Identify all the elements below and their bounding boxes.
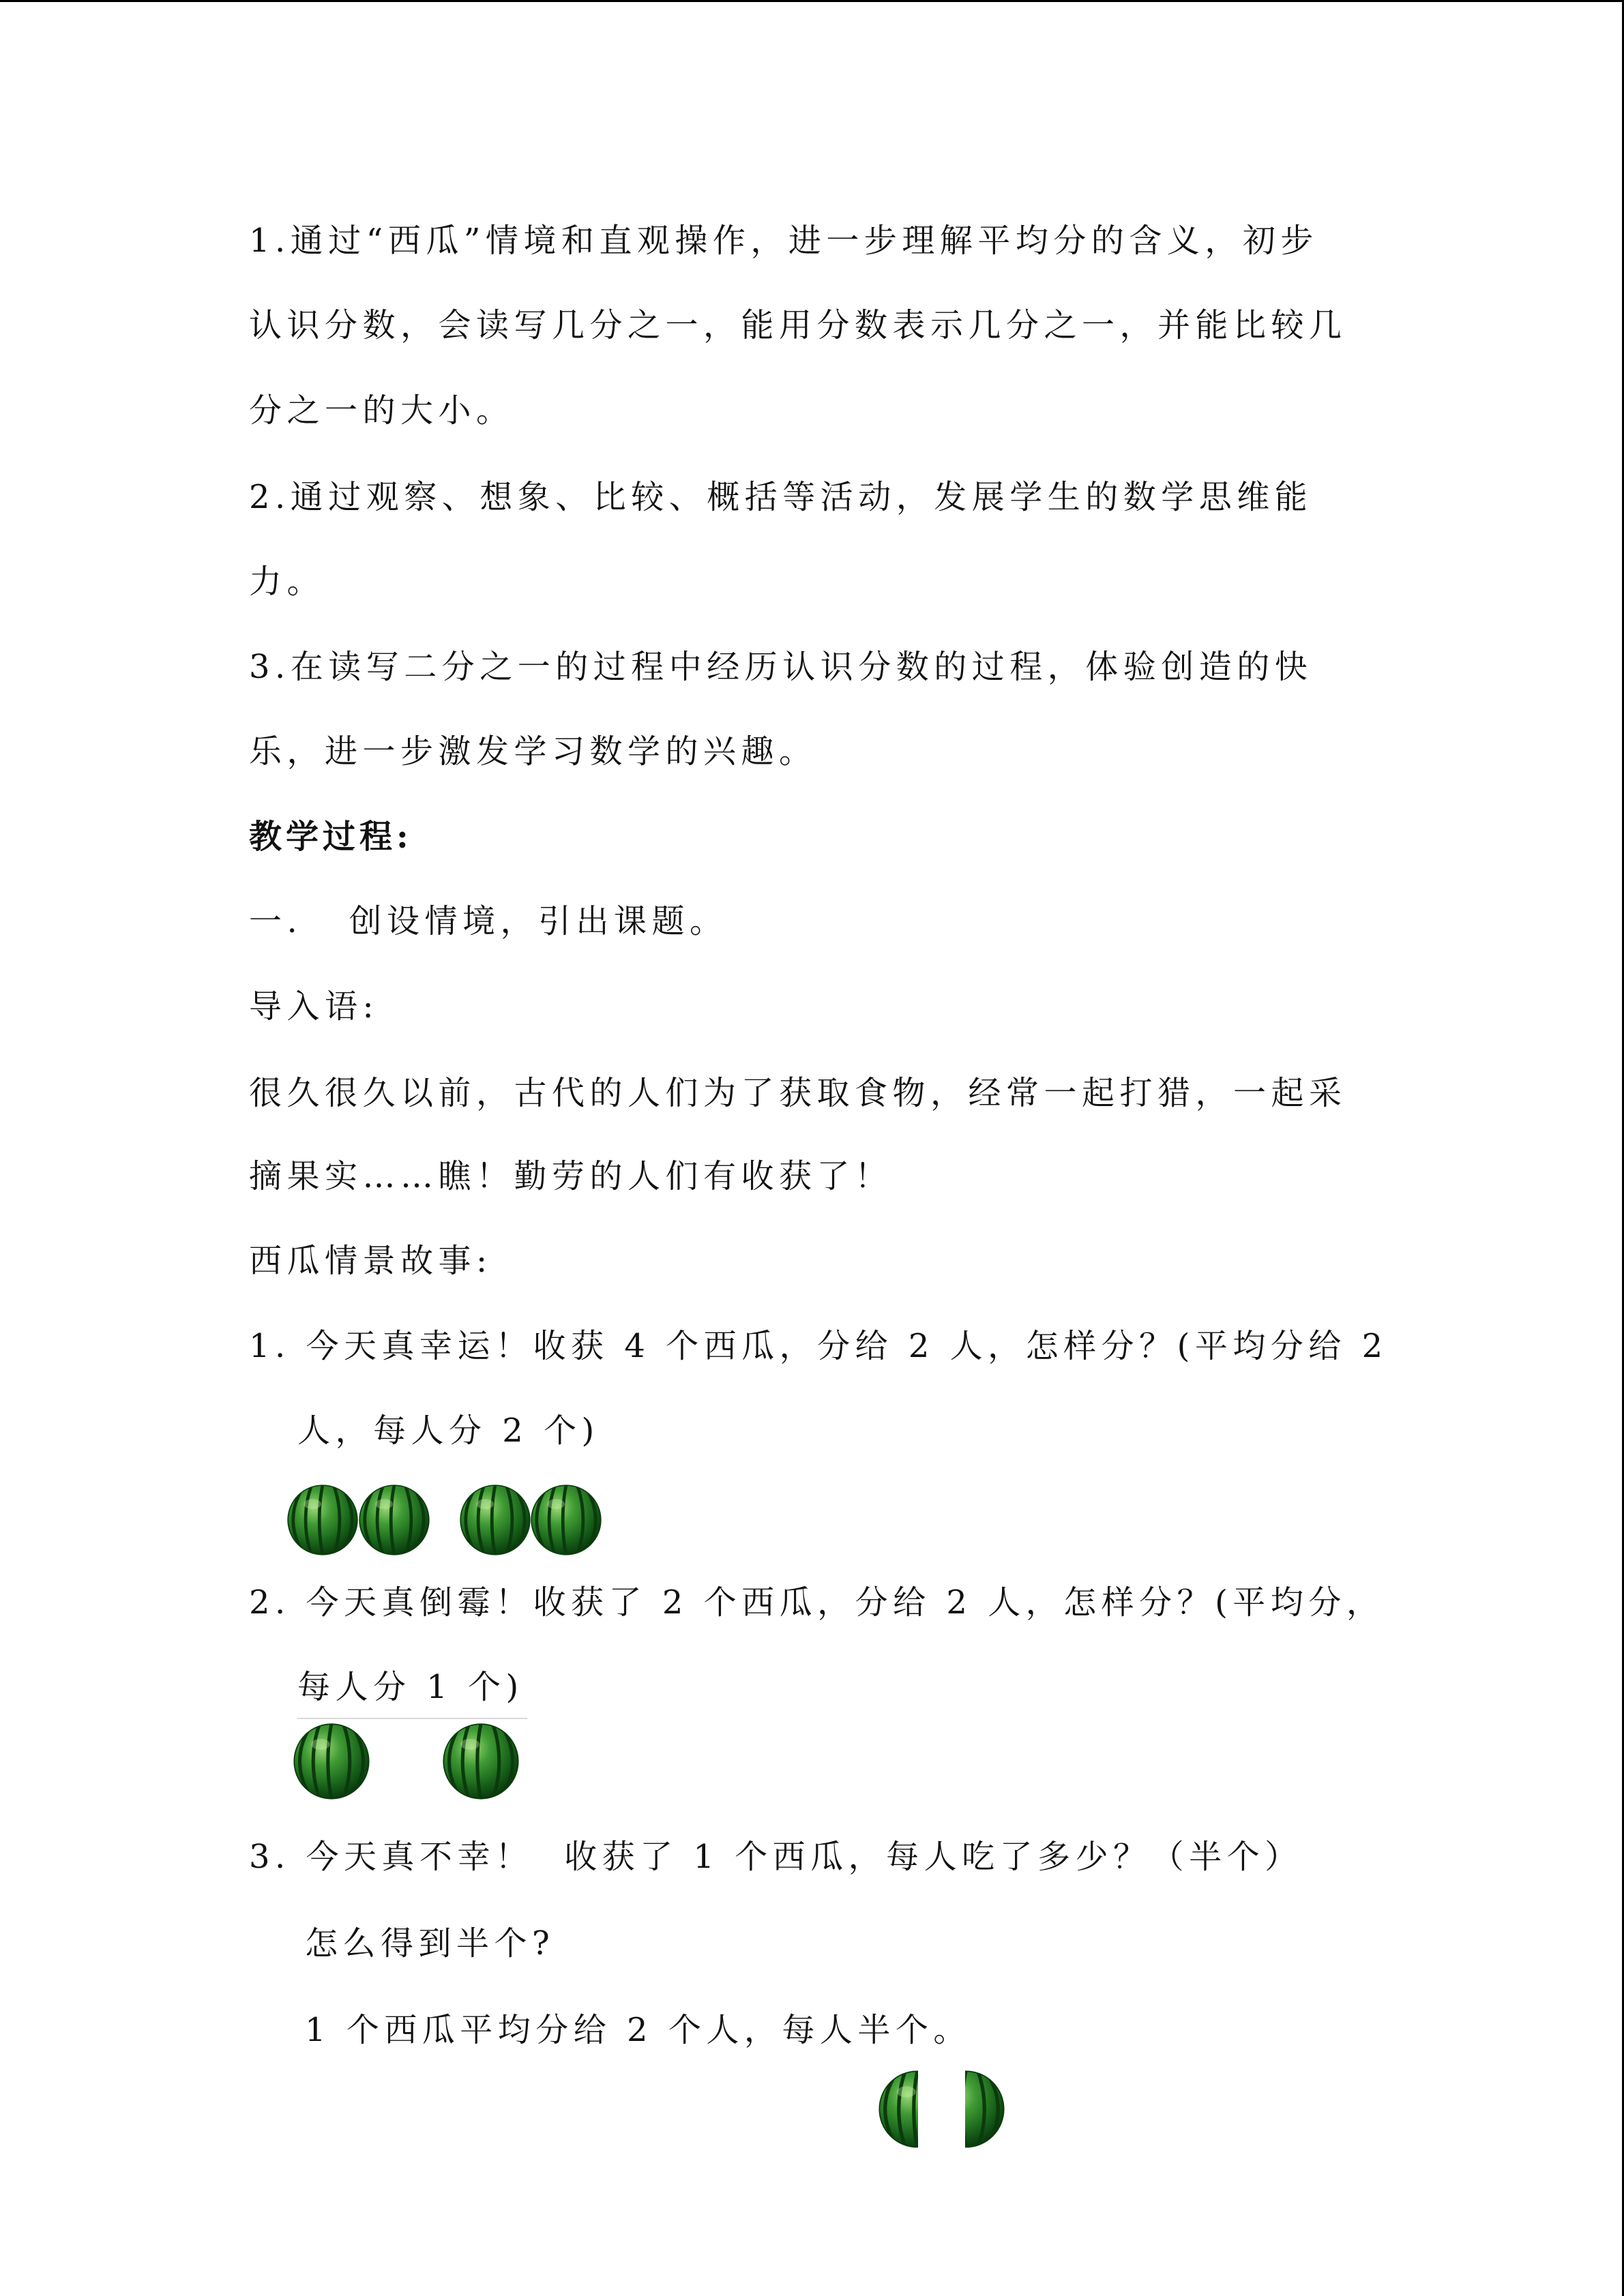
watermelon-icon [442, 1723, 520, 1800]
intro-text-line: 很久很久以前，古代的人们为了获取食物，经常一起打猎，一起采 [249, 1074, 1347, 1112]
watermelon-icon [459, 1484, 531, 1556]
watermelon-icon [358, 1484, 430, 1556]
objective-line: 3.在读写二分之一的过程中经历认识分数的过程，体验创造的快 [249, 648, 1313, 686]
story-line: 1 个西瓜平均分给 2 个人，每人半个。 [305, 2011, 971, 2049]
story-line: 3. 今天真不幸！ 收获了 1 个西瓜，每人吃了多少？（半个） [249, 1838, 1303, 1876]
watermelon-icon [286, 1484, 359, 1556]
objective-line: 1.通过“西瓜”情境和直观操作，进一步理解平均分的含义，初步 [249, 222, 1318, 260]
story-line: 1. 今天真幸运！收获 4 个西瓜，分给 2 人，怎样分？(平均分给 2 [249, 1327, 1388, 1365]
section-heading: 一. 创设情境，引出课题。 [249, 902, 728, 940]
watermelon-icon [530, 1484, 602, 1556]
objective-line: 认识分数，会读写几分之一，能用分数表示几分之一，并能比较几 [249, 306, 1347, 344]
objective-line: 力。 [249, 563, 325, 601]
watermelon-icon [293, 1723, 370, 1800]
story-line: 人，每人分 2 个) [297, 1412, 600, 1450]
image-edge-line [297, 1718, 527, 1719]
objective-line: 乐，进一步激发学习数学的兴趣。 [249, 732, 817, 771]
story-line: 每人分 1 个) [297, 1668, 524, 1706]
intro-label: 导入语: [249, 987, 379, 1026]
objective-line: 分之一的大小。 [249, 391, 514, 430]
half-watermelon-right-icon [965, 2070, 1006, 2149]
story-line: 2. 今天真倒霉！收获了 2 个西瓜，分给 2 人，怎样分？(平均分， [249, 1583, 1385, 1622]
process-heading: 教学过程: [249, 818, 413, 856]
story-line: 怎么得到半个? [305, 1924, 555, 1963]
story-label: 西瓜情景故事: [249, 1242, 492, 1280]
objective-line: 2.通过观察、想象、比较、概括等活动，发展学生的数学思维能 [249, 478, 1313, 516]
half-watermelon-left-icon [877, 2070, 918, 2149]
intro-text-line: 摘果实……瞧！勤劳的人们有收获了！ [249, 1157, 893, 1195]
